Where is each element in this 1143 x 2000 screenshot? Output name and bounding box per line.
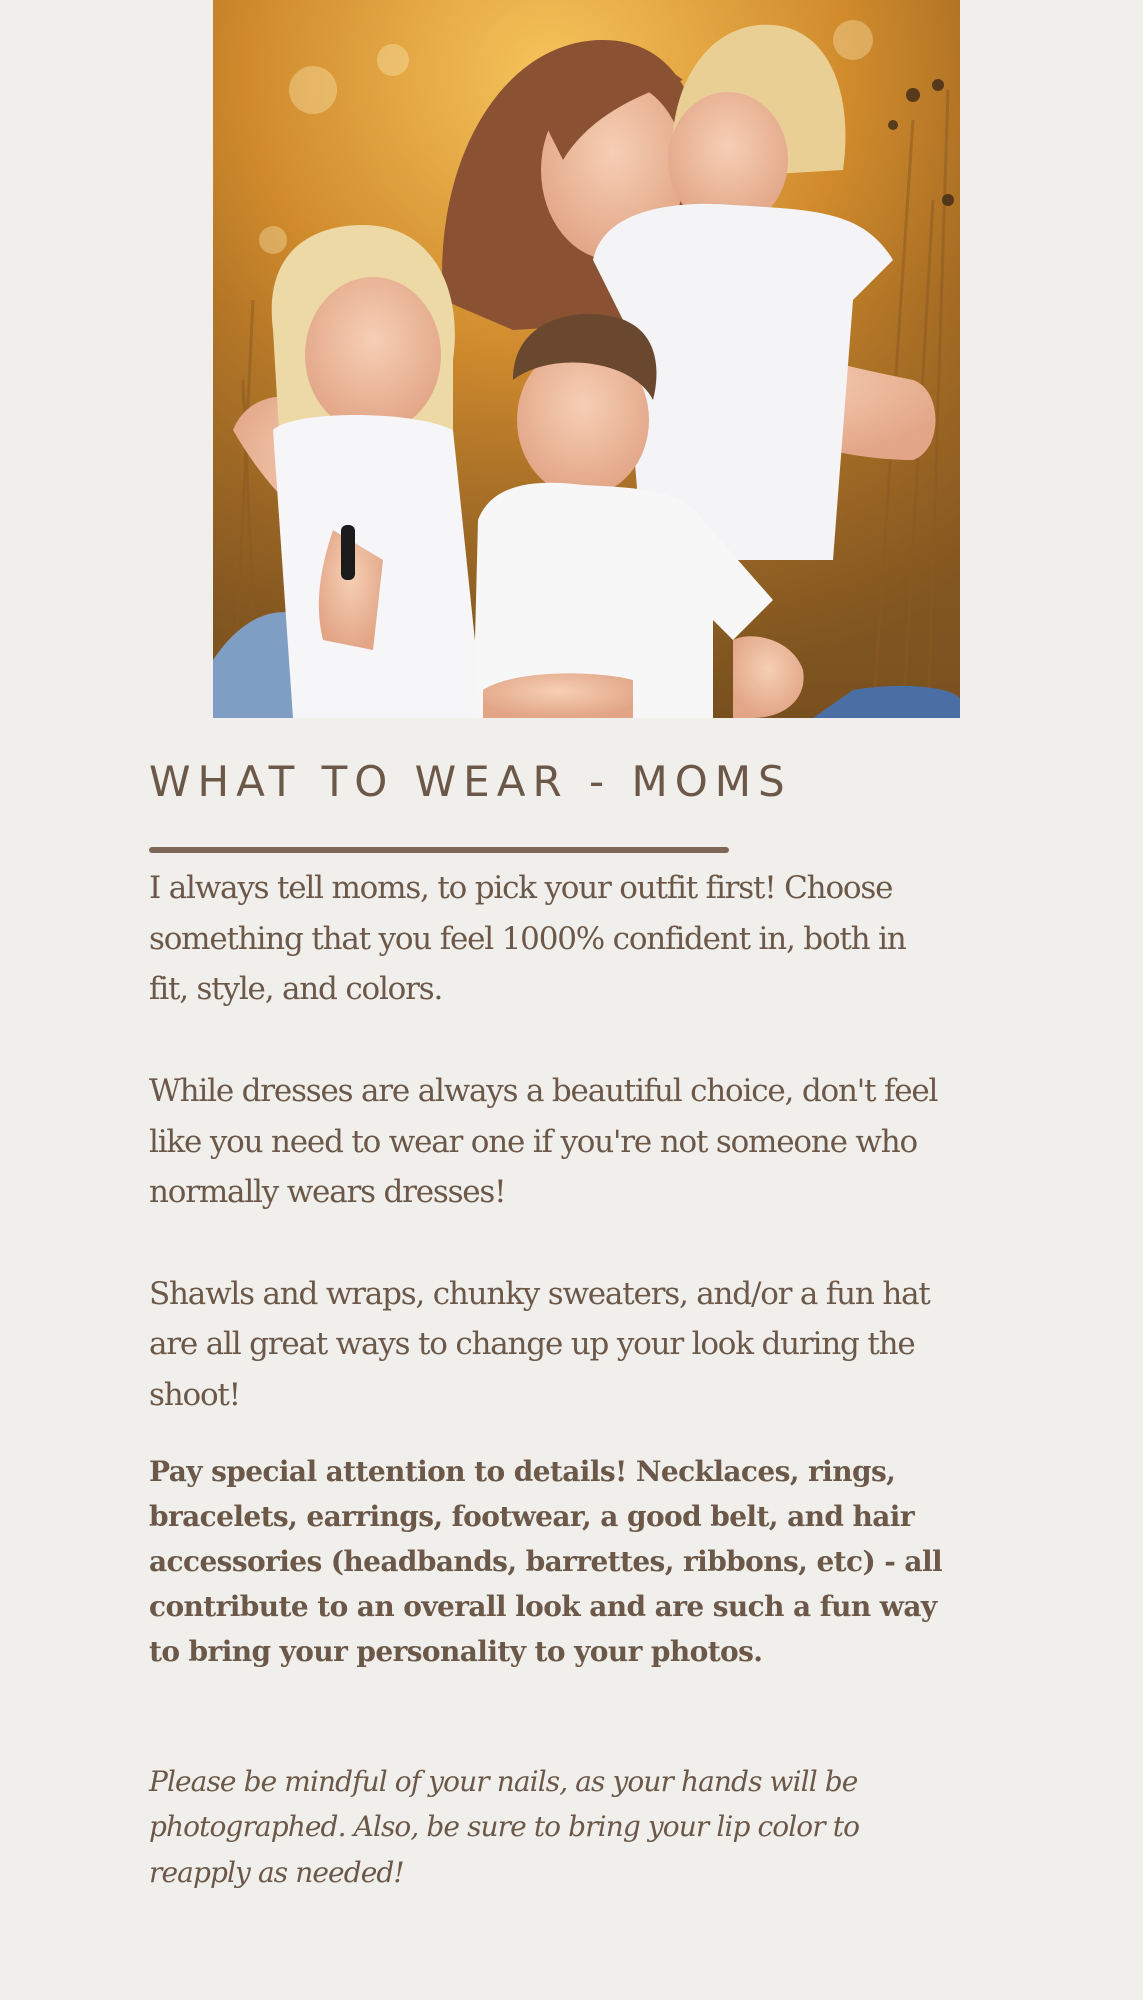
- paragraph-dresses: While dresses are always a beautiful choice, don't feel like you need to wear one if you're not someone who normally wears dresses!: [149, 1072, 938, 1211]
- section-heading: WHAT TO WEAR - MOMS: [149, 757, 792, 806]
- family-photo-illustration: [213, 0, 960, 718]
- heading-divider: [149, 847, 729, 853]
- paragraph-outfit-first: I always tell moms, to pick your outfit first! Choose something that you feel 1000% confident in, both in fit, style, and colors.: [149, 870, 906, 1008]
- nails-note: Please be mindful of your nails, as your hands will be photographed. Also, be sure to bring your lip color to reapply as needed!: [149, 1764, 860, 1889]
- content-section: [149, 754, 949, 1895]
- paragraph-accessories: Shawls and wraps, chunky sweaters, and/or a fun hat are all great ways to change up your look during the shoot!: [149, 1275, 930, 1413]
- family-photo: [213, 0, 960, 718]
- details-note: Pay special attention to details! Necklaces, rings, bracelets, earrings, footwear, a good belt, and hair accessories (headbands, barrettes, ribbons, etc) - all contribute to an overall look and are such a fun way to bring your personality to your photos.: [149, 1454, 943, 1668]
